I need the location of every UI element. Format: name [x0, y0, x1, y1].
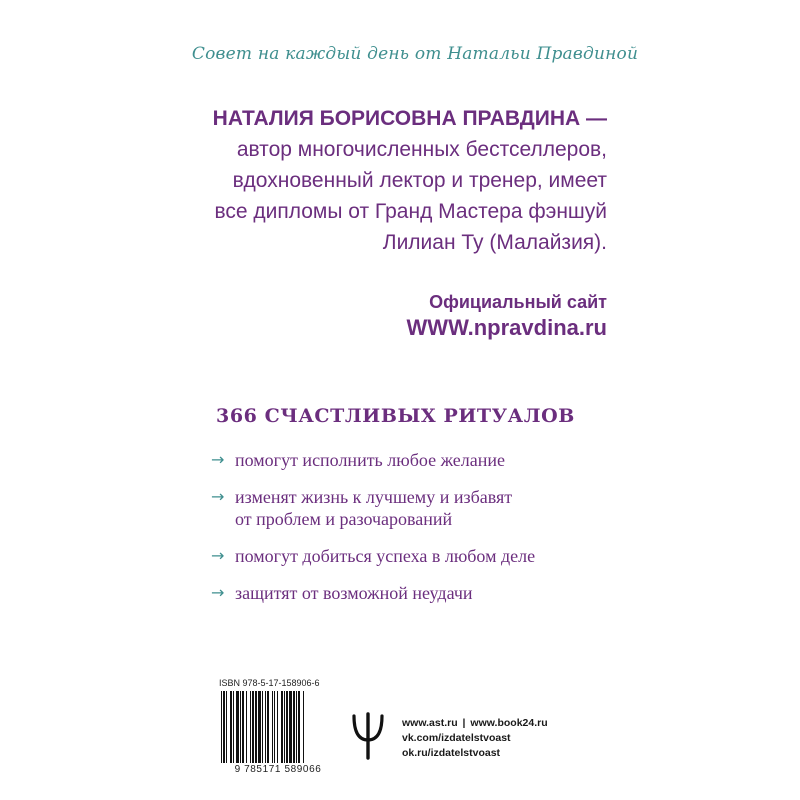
benefit-text: от проблем и разочарований [235, 509, 453, 529]
link-vk[interactable]: vk.com/izdatelstvoast [402, 732, 511, 744]
barcode-digits: 9 785171 589066 [234, 764, 322, 775]
official-site-url: WWW.npravdina.ru [406, 315, 607, 340]
author-bio [191, 103, 607, 258]
bio-line: вдохновенный лектор и тренер, имеет [232, 169, 607, 192]
ast-psi-logo-icon [348, 710, 388, 762]
link-ok[interactable]: ok.ru/izdatelstvoast [402, 747, 501, 759]
isbn-label: ISBN 978-5-17-158906-6 [219, 678, 320, 688]
benefit-item [211, 486, 611, 530]
benefit-text: защитят от возможной неудачи [235, 583, 473, 603]
link-ast[interactable]: www.ast.ru [402, 717, 458, 729]
link-book24[interactable]: www.book24.ru [470, 717, 548, 729]
arrow-right-icon: → [211, 487, 225, 506]
benefit-text: изменят жизнь к лучшему и избавят [235, 487, 513, 507]
link-separator: | [462, 717, 466, 729]
barcode-icon [219, 691, 337, 763]
benefits-list [211, 449, 611, 619]
benefit-text: помогут исполнить любое желание [235, 450, 505, 470]
benefit-item [211, 449, 611, 471]
bio-line: Лилиан Ту (Малайзия). [382, 231, 607, 254]
arrow-right-icon: → [211, 583, 225, 602]
book-back-cover [191, 17, 639, 783]
benefit-item [211, 545, 611, 567]
benefit-item [211, 582, 611, 604]
arrow-right-icon: → [211, 546, 225, 565]
official-site-label: Официальный сайт [429, 292, 607, 312]
rituals-heading: 366 СЧАСТЛИВЫХ РИТУАЛОВ [216, 405, 575, 427]
bio-line: все дипломы от Гранд Мастера фэншуй [214, 200, 607, 223]
bio-line: автор многочисленных бестселлеров, [236, 138, 607, 161]
benefit-text: помогут добиться успеха в любом деле [235, 546, 536, 566]
publisher-links [402, 716, 548, 761]
series-title: Совет на каждый день от Натальи Правдиной [191, 44, 639, 64]
author-name: НАТАЛИЯ БОРИСОВНА ПРАВДИНА — [212, 107, 607, 130]
arrow-right-icon: → [211, 450, 225, 469]
